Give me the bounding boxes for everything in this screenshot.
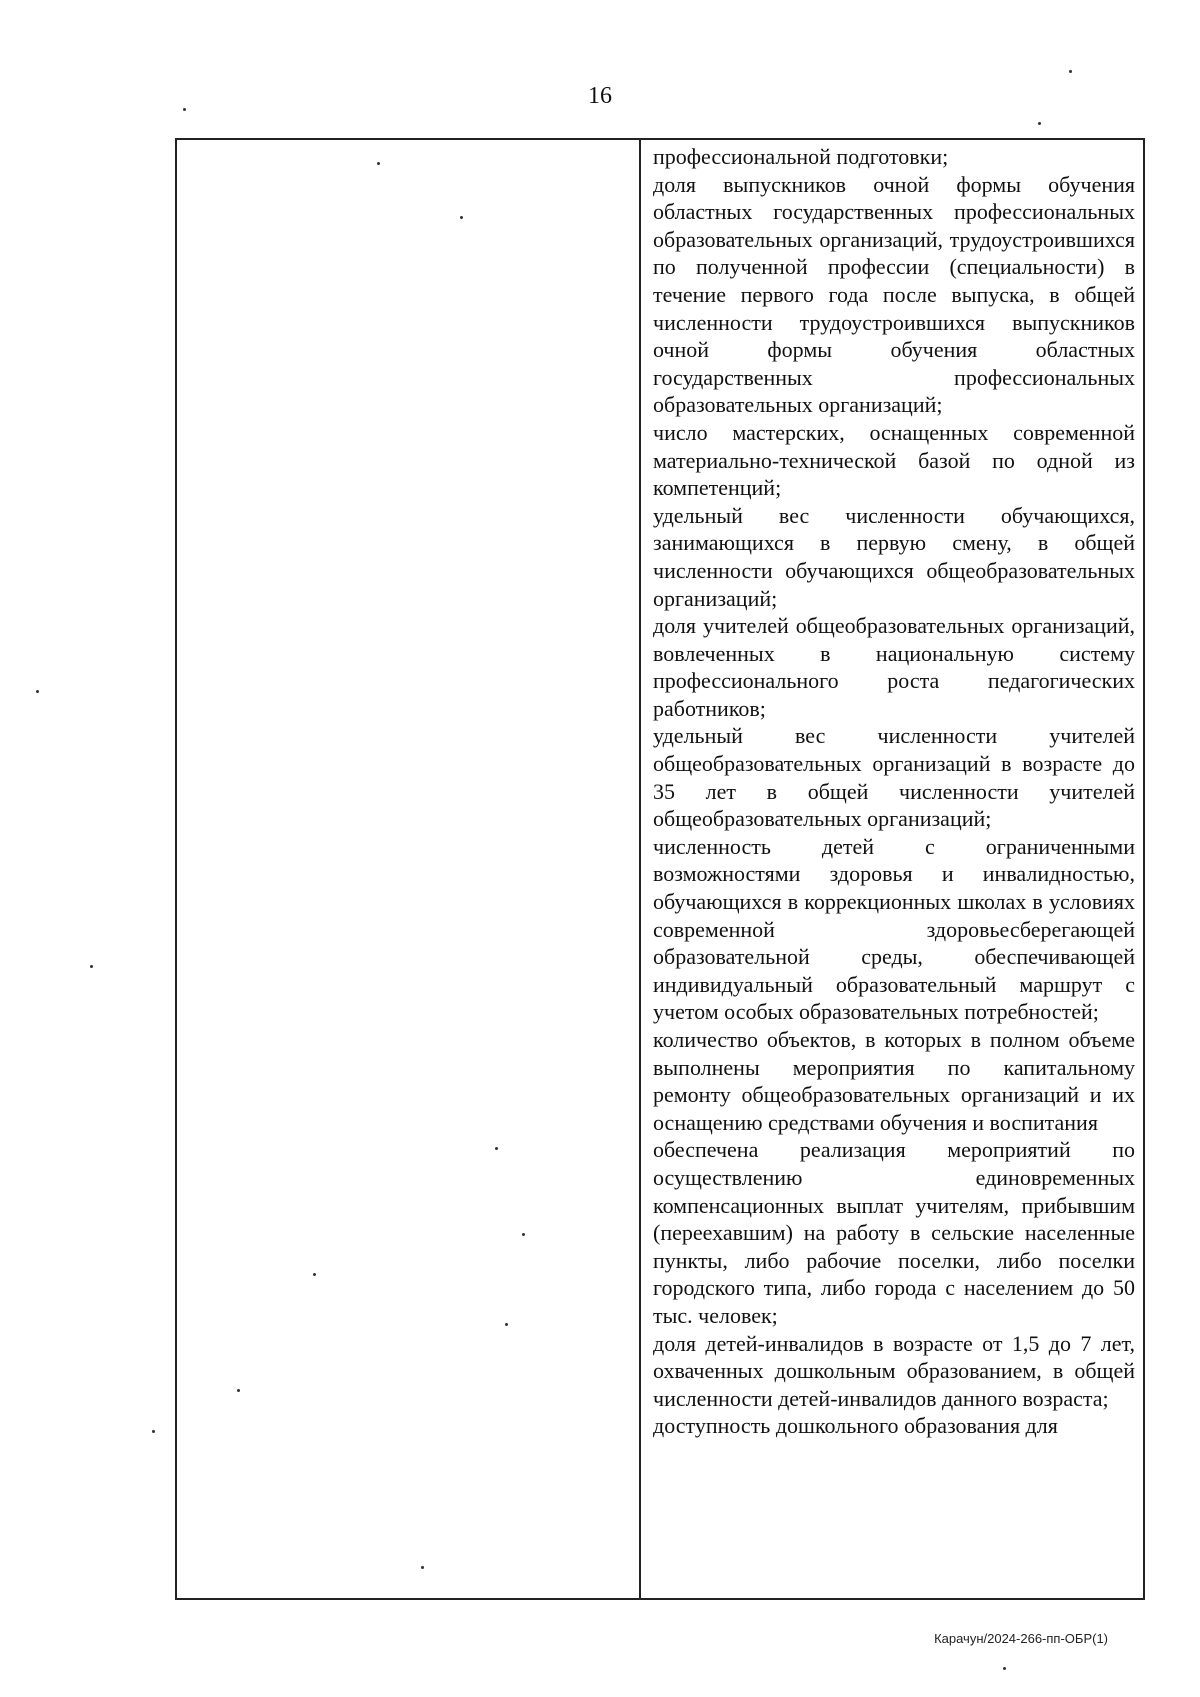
scan-speck [1038,122,1041,125]
scan-speck [90,965,93,968]
scan-speck [313,1273,316,1276]
table-right-column [643,140,1143,1598]
list-item: численность детей с ограниченными возможностями здоровья и инвалидностью, обучающихся в коррекционных школах в условиях современной здоровьесберегающей образовательной среды, обеспечивающей индивидуальный образовательный маршрут с учетом особых образовательных потребностей; [653,833,1135,1025]
list-item: удельный вес численности учителей общеобразовательных организаций в возрасте до 35 лет в общей численности учителей общеобразовательных организаций; [653,723,1135,832]
scan-speck [152,1430,155,1433]
document-code: Карачун/2024-266-пп-ОБР(1) [934,1631,1108,1646]
document-table [175,138,1145,1600]
list-item: обеспечена реализация мероприятий по осуществлению единовременных компенсационных выплат учителям, прибывшим (переехавшим) на работу в сельские населенные пункты, либо рабочие поселки, либо поселки городского типа, либо города с населением до 50 тыс. человек; [653,1137,1135,1328]
list-item: доля учителей общеобразовательных организаций, вовлеченных в национальную систему профессионального роста педагогических работников; [653,613,1135,721]
scan-speck [237,1389,240,1392]
page-number: 16 [588,83,612,109]
scan-speck [183,108,186,111]
scan-speck [377,162,380,165]
scan-speck [495,1147,498,1150]
scan-speck [36,690,39,693]
scan-speck [522,1233,525,1236]
list-item: профессиональной подготовки; [653,144,949,169]
list-item: доля выпускников очной формы обучения областных государственных профессиональных образовательных организаций, трудоустроившихся по полученной профессии (специальности) в течение первого года после выпуска, в общей численности трудоустроившихся выпускников очной формы обучения областных государственных профессиональных образовательных организаций; [653,171,1135,418]
scan-speck [1003,1667,1006,1670]
scan-speck [1069,70,1072,73]
list-item: доступность дошкольного образования для [653,1413,1058,1439]
table-left-column [177,140,641,1598]
scan-speck [460,216,463,219]
list-item: количество объектов, в которых в полном объеме выполнены мероприятия по капитальному ремонту общеобразовательных организаций и их оснащению средствами обучения и воспитания [653,1027,1135,1135]
scan-speck [421,1566,424,1569]
list-item: удельный вес численности обучающихся, занимающихся в первую смену, в общей численности обучающихся общеобразовательных организаций; [653,502,1135,611]
scan-speck [505,1323,508,1326]
list-item: число мастерских, оснащенных современной материально-технической базой по одной из компетенций; [653,419,1135,501]
list-item: доля детей-инвалидов в возрасте от 1,5 до 7 лет, охваченных дошкольным образованием, в общей численности детей-инвалидов данного возраста; [653,1330,1135,1411]
